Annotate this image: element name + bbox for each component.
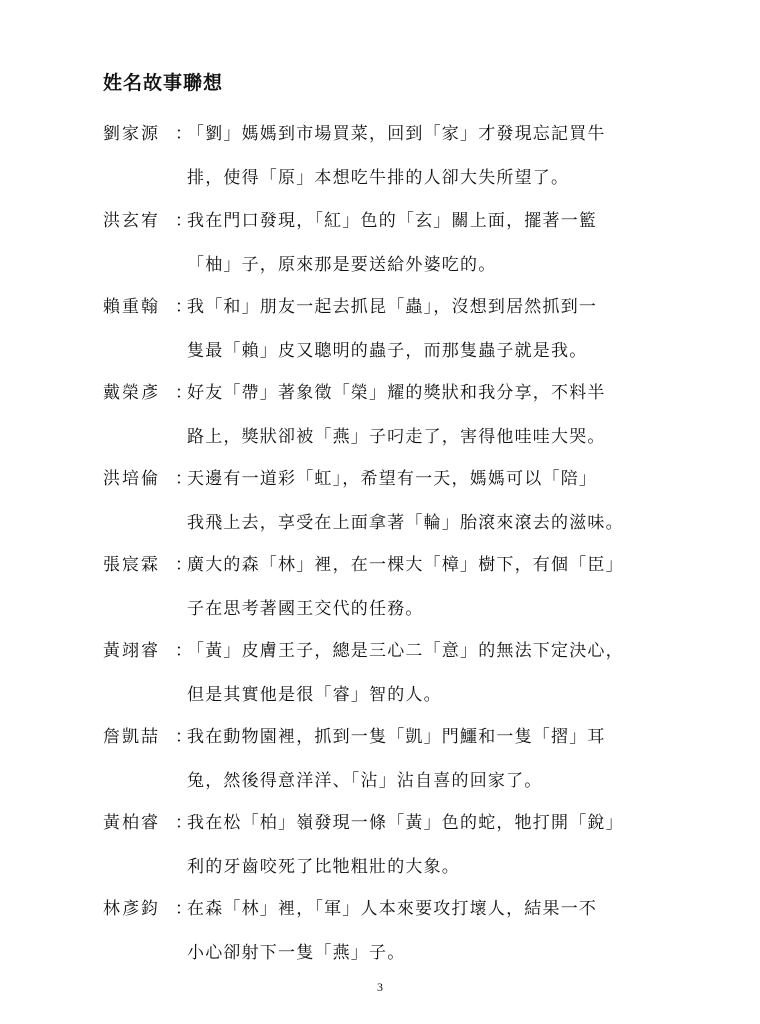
entry-10 (103, 893, 673, 963)
entry-line-2: 但是其實他是很「睿」智的人。 (187, 684, 442, 705)
entry-line-2: 排，使得「原」本想吃牛排的人卻大失所望了。 (187, 167, 570, 188)
entry-3 (103, 291, 673, 361)
page-number: 3 (377, 980, 383, 994)
entry-name: 詹凱喆 (103, 726, 160, 747)
entry-line-1: 好友「帶」著象徵「榮」耀的獎狀和我分享，不料半 (187, 382, 606, 403)
entry-line-2: 「柚」子，原來那是要送給外婆吃的。 (187, 254, 497, 275)
entry-line-2: 小心卻射下一隻「燕」子。 (187, 942, 406, 963)
entry-line-1: 我在門口發現，「紅」色的「玄」關上面，擺著一籃 (187, 210, 598, 231)
entry-name: 戴榮彥 (103, 382, 160, 403)
entry-colon: ： (175, 726, 192, 747)
entry-name: 張宸霖 (103, 554, 160, 575)
entry-colon: ： (175, 640, 192, 661)
entry-name: 劉家源 (103, 123, 160, 144)
entry-line-1: 「劉」媽媽到市場買菜，回到「家」才發現忘記買牛 (187, 123, 606, 144)
entry-colon: ： (175, 812, 192, 833)
entry-line-1: 我「和」朋友一起去抓昆「蟲」，沒想到居然抓到一 (187, 296, 598, 317)
entry-line-1: 「黃」皮膚王子，總是三心二「意」的無法下定決心， (187, 640, 624, 661)
page-title: 姓名故事聯想 (103, 72, 224, 94)
entry-7 (103, 635, 673, 705)
entry-line-1: 我在動物園裡，抓到一隻「凱」門鱷和一隻「摺」耳 (187, 726, 606, 747)
entry-colon: ： (175, 210, 192, 231)
entry-line-2: 兔，然後得意洋洋、「沾」沾自喜的回家了。 (187, 770, 543, 791)
entry-name: 洪培倫 (103, 468, 160, 489)
entry-colon: ： (175, 898, 192, 919)
entry-9 (103, 807, 673, 877)
entry-line-2: 我飛上去，享受在上面拿著「輪」胎滾來滾去的滋味。 (187, 512, 624, 533)
entry-name: 洪玄宥 (103, 210, 160, 231)
entry-name: 林彥鈞 (103, 898, 160, 919)
entry-line-2: 利的牙齒咬死了比牠粗壯的大象。 (187, 856, 460, 877)
entry-line-2: 隻最「賴」皮又聰明的蟲子，而那隻蟲子就是我。 (187, 340, 588, 361)
entry-4 (103, 377, 673, 447)
entry-line-1: 天邊有一道彩「虹」，希望有一天，媽媽可以「陪」 (187, 468, 598, 489)
entry-name: 黃柏睿 (103, 812, 160, 833)
entry-line-1: 在森「林」裡，「軍」人本來要攻打壞人，結果一不 (187, 898, 598, 919)
entry-colon: ： (175, 554, 192, 575)
entry-8 (103, 721, 673, 791)
entry-line-2: 子在思考著國王交代的任務。 (187, 598, 424, 619)
entry-name: 賴重翰 (103, 296, 160, 317)
entry-6 (103, 549, 673, 619)
entry-colon: ： (175, 123, 192, 144)
entry-colon: ： (175, 468, 192, 489)
entry-2 (103, 205, 673, 275)
entry-line-1: 廣大的森「林」裡，在一棵大「樟」樹下，有個「臣」 (187, 554, 624, 575)
entry-line-1: 我在松「柏」嶺發現一條「黃」色的蛇，牠打開「銳」 (187, 812, 624, 833)
entry-line-2: 路上，獎狀卻被「燕」子叼走了，害得他哇哇大哭。 (187, 426, 606, 447)
entry-5 (103, 463, 673, 533)
entry-name: 黃翊睿 (103, 640, 160, 661)
entry-colon: ： (175, 296, 192, 317)
entry-1 (103, 118, 673, 188)
entry-colon: ： (175, 382, 192, 403)
